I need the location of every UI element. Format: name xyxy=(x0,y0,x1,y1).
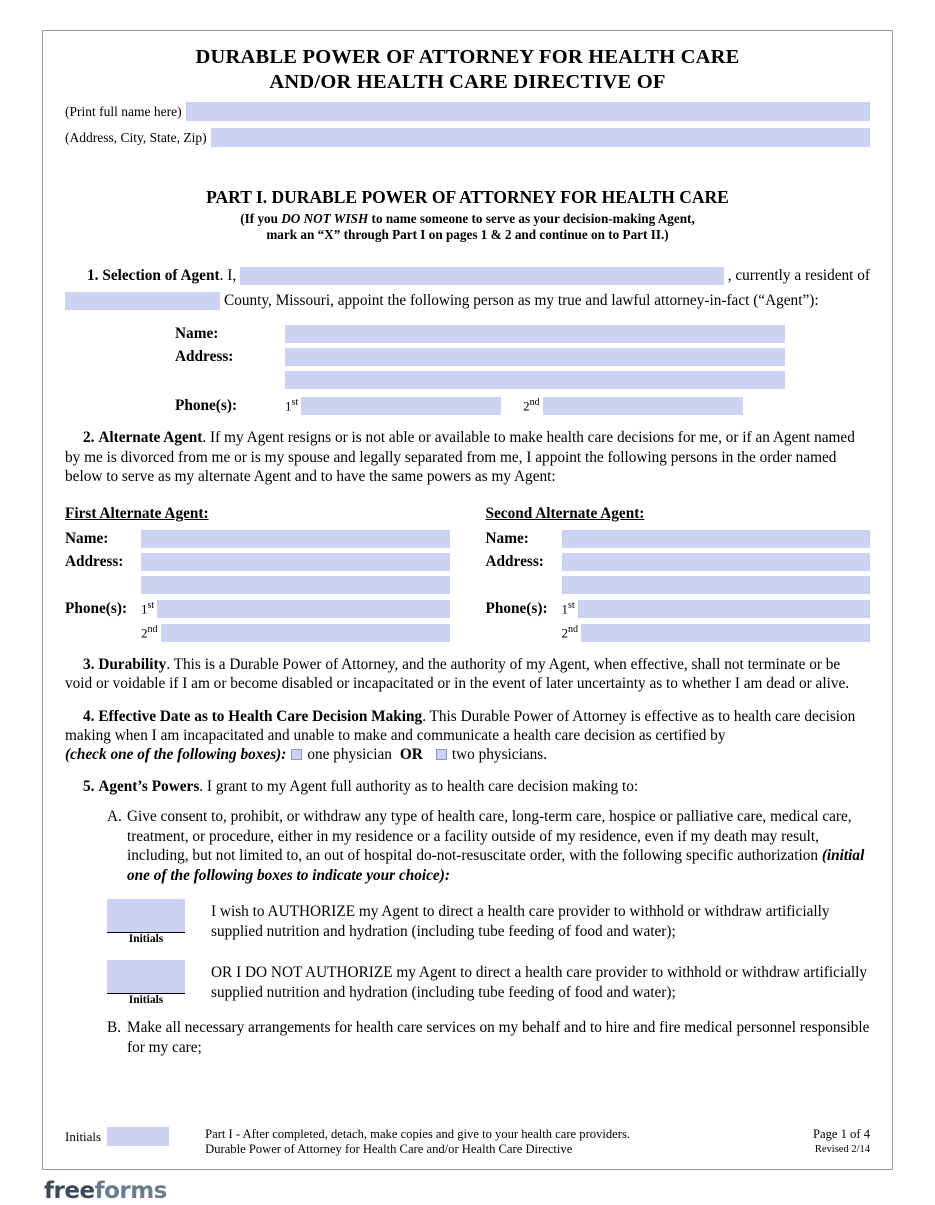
section-1 xyxy=(65,265,870,311)
section-5-text: . I grant to my Agent full authority as to health care decision making to: xyxy=(199,777,639,795)
alternate-agents-block xyxy=(65,505,870,642)
subtitle-text-b: DO NOT WISH xyxy=(281,211,369,226)
two-physicians-label: two physicians. xyxy=(451,745,548,763)
section-4-text: . This Durable Power of Attorney is effective as to health care decision making when I am incapacitated and unable to make and communicate a health care decision as certified by xyxy=(65,707,856,744)
title-line-1: DURABLE POWER OF ATTORNEY FOR HEALTH CARE xyxy=(195,46,740,68)
agent-phone-2-suffix: nd xyxy=(529,397,540,409)
first-alt-name-label: Name: xyxy=(65,529,109,547)
two-physicians-checkbox[interactable] xyxy=(436,749,447,760)
agent-details-table xyxy=(175,325,785,415)
agent-address-input-2[interactable] xyxy=(285,371,785,389)
second-alt-phone-1-row xyxy=(486,600,871,618)
address-row xyxy=(65,128,870,147)
second-alternate-agent-column xyxy=(486,505,871,642)
footer-initials-label: Initials xyxy=(65,1128,102,1144)
one-physician-checkbox[interactable] xyxy=(291,749,302,760)
address-input[interactable] xyxy=(211,128,870,147)
section-1-mid-text: , currently a resident of xyxy=(727,267,870,284)
second-alt-address-row xyxy=(486,553,871,571)
agent-phone-1-number: 1 xyxy=(285,398,292,414)
section-1-number: 1. xyxy=(87,267,99,284)
section-4-title: Effective Date as to Health Care Decision Making xyxy=(98,707,423,725)
agent-phone-row xyxy=(175,397,785,415)
check-instruction: (check one of the following boxes): xyxy=(65,745,287,763)
section-1-line-2-text: County, Missouri, appoint the following person as my true and lawful attorney-in-fact (“Agent”): xyxy=(224,292,819,309)
first-alt-phone-2-suffix: nd xyxy=(147,623,158,635)
first-alternate-heading: First Alternate Agent: xyxy=(65,504,209,522)
part-1-title: PART I. DURABLE POWER OF ATTORNEY FOR HEALTH CARE xyxy=(206,187,729,207)
second-alt-name-row xyxy=(486,530,871,548)
agent-phone-1-input[interactable] xyxy=(301,397,501,415)
agent-name-input[interactable] xyxy=(285,325,785,343)
first-alt-address-input[interactable] xyxy=(141,553,450,571)
or-label: OR xyxy=(399,745,423,763)
choice-2-text: OR I DO NOT AUTHORIZE my Agent to direct a health care provider to withhold or withdraw artificially supplied nutrition and hydration (including tube feeding of food and water); xyxy=(211,964,868,1001)
initials-field-1[interactable] xyxy=(107,899,185,933)
first-alt-name-input[interactable] xyxy=(141,530,450,548)
first-alt-address-row xyxy=(65,553,450,571)
one-physician-label: one physician xyxy=(307,745,392,763)
part-1-subtitle-line-2: mark an “X” through Part I on pages 1 & 2 and continue on to Part II.) xyxy=(266,227,669,242)
section-5-paragraph xyxy=(65,777,870,797)
first-alt-phone-2-input[interactable] xyxy=(161,624,450,642)
agent-phone-2 xyxy=(523,397,743,415)
second-alt-name-input[interactable] xyxy=(562,530,871,548)
first-alt-phone-1-input[interactable] xyxy=(157,600,449,618)
second-alt-address-input[interactable] xyxy=(562,553,871,571)
item-b-text: Make all necessary arrangements for health care services on my behalf and to hire and fire medical personnel responsible for my care; xyxy=(127,1019,870,1056)
county-input[interactable] xyxy=(65,292,220,310)
footer-middle-text xyxy=(169,1127,813,1157)
page-footer xyxy=(65,1127,870,1157)
second-alt-phone-2-suffix: nd xyxy=(568,623,578,635)
second-alternate-heading: Second Alternate Agent: xyxy=(485,504,645,522)
agent-address-row xyxy=(175,348,785,366)
first-alt-address-label: Address: xyxy=(65,552,124,570)
agent-address-label: Address: xyxy=(175,348,234,365)
subtitle-text-c: to name someone to serve as your decision-making Agent, xyxy=(368,211,695,226)
address-label: (Address, City, State, Zip) xyxy=(65,129,207,145)
first-alt-phone-1-ordinal xyxy=(141,600,157,617)
agent-phone-2-input[interactable] xyxy=(543,397,743,415)
second-alt-phone-label: Phone(s): xyxy=(485,599,548,617)
section-4-number: 4. xyxy=(83,707,95,725)
print-full-name-label: (Print full name here) xyxy=(65,103,182,119)
section-3-number: 3. xyxy=(83,655,95,673)
brand-part-1: free xyxy=(44,1178,95,1204)
footer-right xyxy=(813,1127,870,1157)
first-alt-address-row-2 xyxy=(65,576,450,594)
title-line-2: AND/OR HEALTH CARE DIRECTIVE OF xyxy=(269,71,666,93)
physician-check-line xyxy=(65,746,870,764)
agent-phone-2-ordinal xyxy=(523,397,543,414)
agent-phone-2-number: 2 xyxy=(523,398,530,414)
footer-middle-line-2: Durable Power of Attorney for Health Care and/or Health Care Directive xyxy=(205,1142,573,1156)
first-alt-name-row xyxy=(65,530,450,548)
second-alt-phone-1-input[interactable] xyxy=(578,600,870,618)
first-alt-phone-2-number: 2 xyxy=(141,625,148,641)
item-a-text: Give consent to, prohibit, or withdraw any type of health care, long-term care, hospice or palliative care, medical care, treatment, or procedure, either in my residence or a facility outside of my residence, even if my death may result, including, but not limited to, an out of hospital do-not-resuscitate order, with the following specific authorization xyxy=(127,808,852,864)
first-alt-phone-1-row xyxy=(65,600,450,618)
footer-initials-input[interactable] xyxy=(107,1127,169,1146)
agent-name-label: Name: xyxy=(175,325,219,342)
second-alt-address-input-2[interactable] xyxy=(562,576,871,594)
agent-phone-1-suffix: st xyxy=(291,397,299,409)
section-3-paragraph xyxy=(65,655,870,694)
subtitle-text-a: (If you xyxy=(240,211,282,226)
part-1-subtitle xyxy=(65,211,870,243)
first-alt-phone-2-ordinal xyxy=(141,624,161,641)
agent-phone-1 xyxy=(285,397,501,415)
item-a-instruction: (initial one of the following boxes to indicate your choice): xyxy=(127,847,865,884)
second-alt-phone-2-input[interactable] xyxy=(581,624,870,642)
document-page xyxy=(42,30,893,1170)
section-1-heading xyxy=(65,265,236,286)
agent-address-input[interactable] xyxy=(285,348,785,366)
freeforms-logo xyxy=(44,1178,167,1204)
section-2-text: . If my Agent resigns or is not able or available to make health care decisions for me, or if an Agent named by me is divorced from me or is my spouse and legally separated from me, I appoint the following persons in the order named below to serve as my alternate Agent and to have the same powers as my Agent: xyxy=(65,429,855,485)
second-alt-phone-1-ordinal xyxy=(562,600,578,617)
second-alt-address-label: Address: xyxy=(485,552,544,570)
first-alt-phone-2-row xyxy=(65,624,450,642)
section-4-paragraph xyxy=(65,707,870,746)
second-alt-phone-1-number: 1 xyxy=(561,601,568,617)
revision-label: Revised 2/14 xyxy=(814,1144,870,1155)
first-alt-phone-1-suffix: st xyxy=(147,599,155,611)
footer-initials xyxy=(65,1127,169,1146)
initials-box-2[interactable] xyxy=(107,960,185,1007)
section-3-text: . This is a Durable Power of Attorney, and the authority of my Agent, when effective, shall not terminate or be void or voidable if I am or become disabled or incapacitated or in the event of later uncertainty as to whether I am dead or alive. xyxy=(65,655,850,692)
initials-box-1[interactable] xyxy=(107,899,185,946)
section-5-item-a xyxy=(65,807,870,885)
section-2-number: 2. xyxy=(83,429,95,446)
section-5-title: Agent’s Powers xyxy=(98,777,200,795)
page-number-label: Page 1 of 4 xyxy=(812,1127,870,1141)
principal-name-input[interactable] xyxy=(240,267,724,285)
agent-phone-1-ordinal xyxy=(285,397,301,414)
second-alt-phone-2-ordinal xyxy=(562,624,582,641)
section-1-title: Selection of Agent xyxy=(102,267,220,284)
section-1-after-heading: . I, xyxy=(219,267,237,284)
first-alt-phone-label: Phone(s): xyxy=(65,599,128,617)
agent-address-row-2 xyxy=(175,371,785,389)
second-alt-phone-2-number: 2 xyxy=(561,625,568,641)
section-2-title: Alternate Agent xyxy=(98,429,203,446)
item-a-letter: A. xyxy=(107,808,122,825)
brand-part-2: forms xyxy=(94,1178,167,1204)
agent-phone-label: Phone(s): xyxy=(175,397,238,414)
initials-caption-1: Initials xyxy=(128,933,164,945)
second-alt-phone-2-row xyxy=(486,624,871,642)
choice-1-text: I wish to AUTHORIZE my Agent to direct a health care provider to withhold or withdraw artificially supplied nutrition and hydration (including tube feeding of food and water); xyxy=(211,903,830,940)
print-full-name-row xyxy=(65,102,870,121)
second-alt-address-row-2 xyxy=(486,576,871,594)
section-1-line-2 xyxy=(65,290,870,311)
second-alt-name-label: Name: xyxy=(485,529,529,547)
agent-name-row xyxy=(175,325,785,343)
section-2-paragraph xyxy=(65,428,870,487)
second-alt-phone-1-suffix: st xyxy=(568,599,575,611)
print-full-name-input[interactable] xyxy=(186,102,870,121)
first-alt-address-input-2[interactable] xyxy=(141,576,450,594)
initials-field-2[interactable] xyxy=(107,960,185,994)
authorize-choice-1 xyxy=(65,899,870,946)
first-alternate-agent-column xyxy=(65,505,450,642)
document-title xyxy=(65,45,870,95)
initials-caption-2: Initials xyxy=(128,994,164,1006)
first-alt-phone-1-number: 1 xyxy=(141,601,148,617)
item-b-letter: B. xyxy=(107,1019,122,1036)
part-1-subtitle-line-1 xyxy=(65,211,870,227)
section-1-line-1 xyxy=(65,265,870,286)
section-3-title: Durability xyxy=(98,655,167,673)
footer-middle-line-1: Part I - After completed, detach, make copies and give to your health care providers. xyxy=(205,1127,630,1141)
authorize-choice-2 xyxy=(65,960,870,1007)
section-5-number: 5. xyxy=(83,777,95,795)
section-5-item-b xyxy=(65,1018,870,1057)
